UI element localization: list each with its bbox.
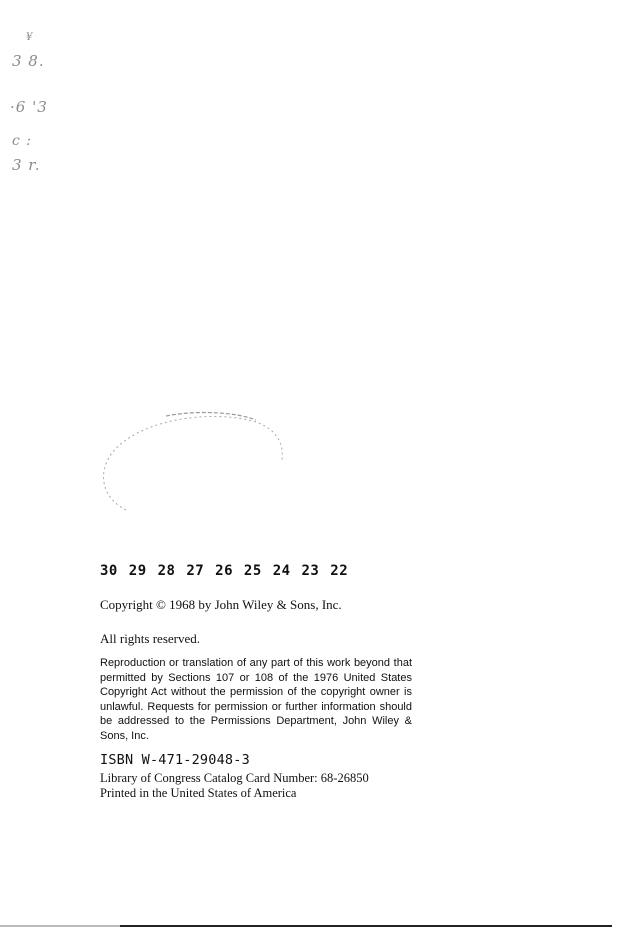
library-of-congress-number: Library of Congress Catalog Card Number: 68-26850	[100, 771, 369, 785]
faded-stamp-outline	[96, 400, 286, 520]
reproduction-notice: Reproduction or translation of any part of this work beyond that permitted by Sections 107 or 108 of the 1976 United States Copyright Act without the permission of the copyright owner is unlawful. Requests for permission or further information should be addressed to the Permissions Department, John Wiley & Sons, Inc.	[100, 657, 412, 742]
rights-reserved: All rights reserved.	[100, 631, 201, 646]
copyright-notice: Copyright © 1968 by John Wiley & Sons, Inc.	[100, 597, 342, 612]
bottom-rule-faint	[0, 925, 120, 927]
pencil-mark: ¥	[26, 32, 34, 43]
printed-in-notice: Printed in the United States of America	[100, 786, 297, 800]
pencil-mark: 3 8.	[12, 52, 45, 70]
pencil-mark: 3 r.	[12, 156, 41, 174]
pencil-mark: c :	[12, 133, 33, 149]
pencil-mark: ·6 '3	[10, 98, 48, 116]
isbn-number: ISBN W-471-29048-3	[100, 752, 250, 768]
print-line-numbers: 30 29 28 27 26 25 24 23 22	[100, 563, 349, 579]
